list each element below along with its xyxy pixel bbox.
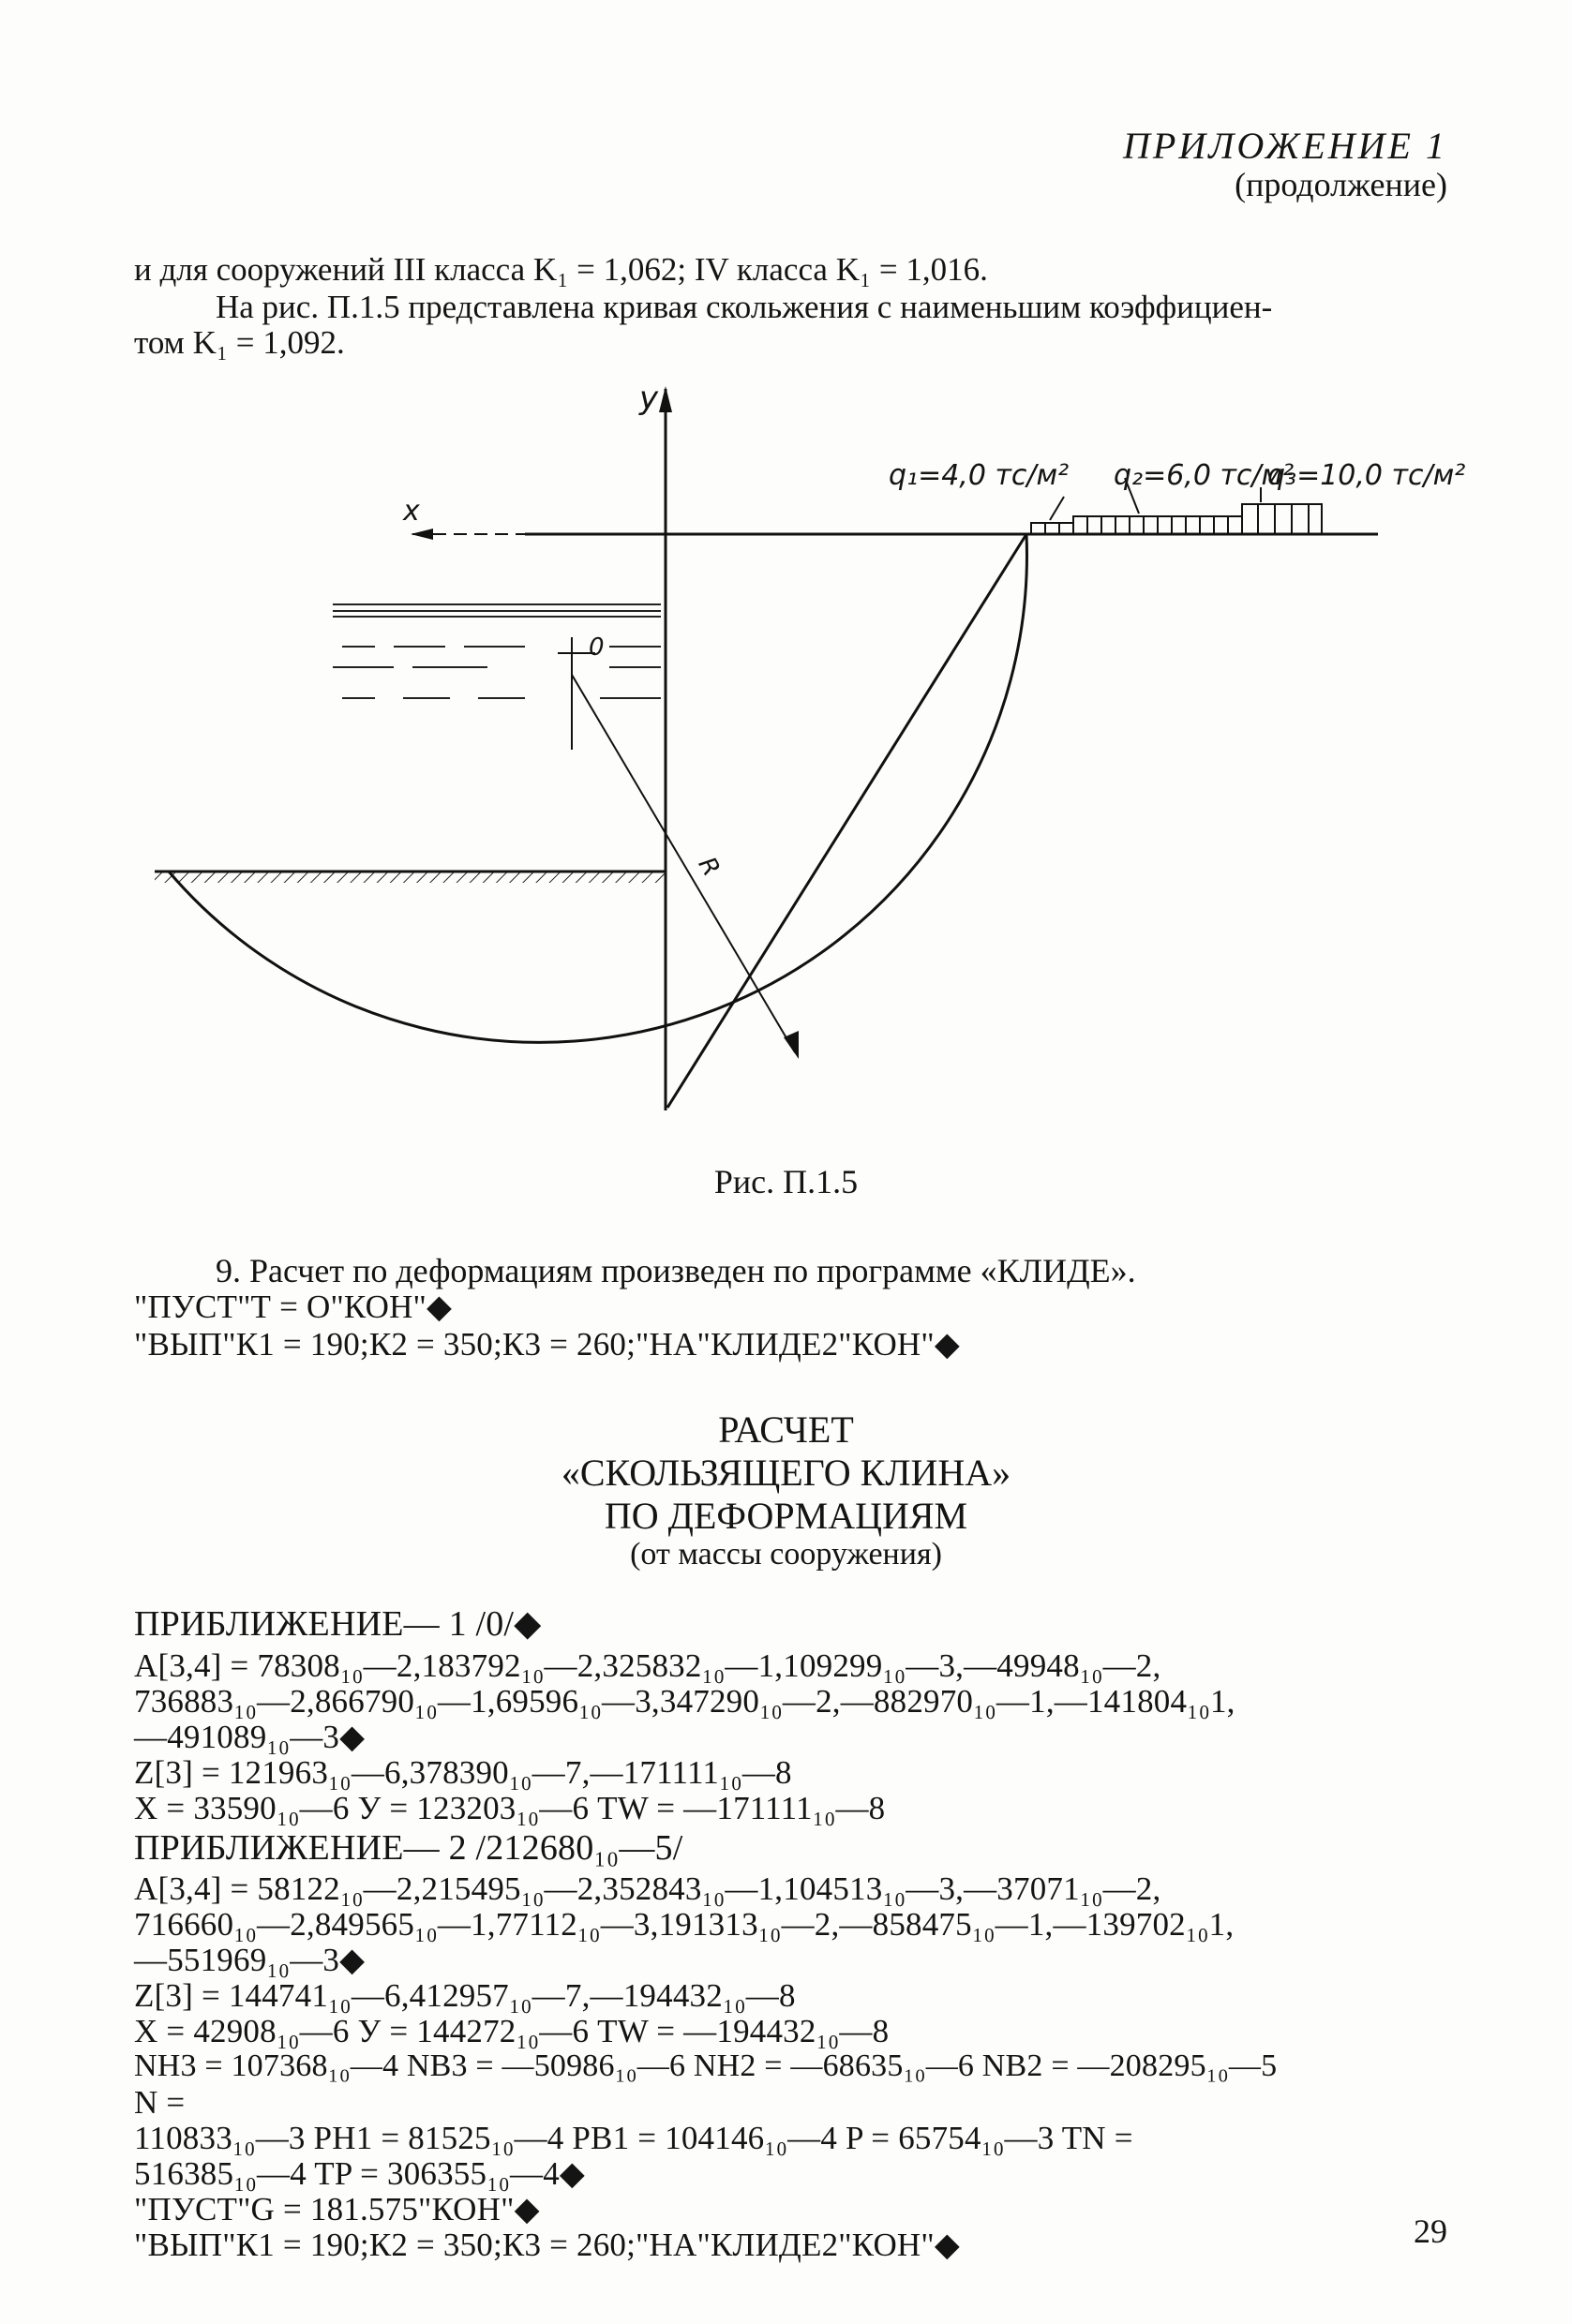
page-number: 29 bbox=[1414, 2212, 1447, 2250]
y-axis-label: y bbox=[639, 380, 659, 417]
section9-line-3: "ВЫП"К1 = 190;К2 = 350;К3 = 260;"НА"КЛИДЕ2"КОН"◆ bbox=[134, 1326, 960, 1363]
approx2-a-line-2: 716660₁₀—2,849565₁₀—1,77112₁₀—3,191313₁₀—2,—858475₁₀—1,—139702₁₀1, bbox=[134, 1906, 1235, 1943]
y-axis-arrow bbox=[659, 386, 672, 412]
vyp-line: "ВЫП"К1 = 190;К2 = 350;К3 = 260;"НА"КЛИДЕ2"КОН"◆ bbox=[134, 2227, 960, 2263]
appendix-title: ПРИЛОЖЕНИЕ 1 bbox=[1123, 125, 1447, 167]
intro-line-3: том K₁ = 1,092. bbox=[134, 324, 345, 361]
x-axis-label: x bbox=[403, 495, 420, 528]
intro-line-2: На рис. П.1.5 представлена кривая скольжения с наименьшим коэффициен- bbox=[216, 289, 1273, 325]
center-label: 0 bbox=[589, 633, 605, 662]
n-line: N = bbox=[134, 2084, 186, 2121]
radius-line bbox=[572, 675, 795, 1052]
tp-line: 516385₁₀—4 TP = 306355₁₀—4◆ bbox=[134, 2155, 586, 2192]
calc-title-line-4: (от массы сооружения) bbox=[630, 1537, 942, 1572]
approx2-z: Z[3] = 144741₁₀—6,412957₁₀—7,—194432₁₀—8 bbox=[134, 1977, 796, 2014]
approx2-a-line-3: —551969₁₀—3◆ bbox=[134, 1942, 366, 1978]
approx2-header: ПРИБЛИЖЕНИЕ— 2 /212680₁₀—5/ bbox=[134, 1828, 683, 1868]
approx1-header: ПРИБЛИЖЕНИЕ— 1 /0/◆ bbox=[134, 1604, 542, 1644]
pust-line: "ПУСТ"G = 181.575"КОН"◆ bbox=[134, 2191, 540, 2227]
x-axis-arrow bbox=[411, 529, 433, 540]
approx2-a-line-1: A[3,4] = 58122₁₀—2,215495₁₀—2,352843₁₀—1,104513₁₀—3,—37071₁₀—2, bbox=[134, 1870, 1161, 1907]
radius-arrow bbox=[784, 1031, 799, 1059]
calc-title-line-3: ПО ДЕФОРМАЦИЯМ bbox=[604, 1495, 968, 1537]
approx1-xy: X = 33590₁₀—6 У = 123203₁₀—6 TW = —171111₁₀—8 bbox=[134, 1790, 886, 1826]
figure-caption: Рис. П.1.5 bbox=[713, 1163, 859, 1200]
load-1-label: q₁=4,0 тс/м² bbox=[889, 459, 1070, 492]
slip-chord bbox=[667, 534, 1026, 1108]
approx1-a-line-1: A[3,4] = 78308₁₀—2,183792₁₀—2,325832₁₀—1,109299₁₀—3,—49948₁₀—2, bbox=[134, 1647, 1161, 1684]
approx1-a-line-2: 736883₁₀—2,866790₁₀—1,69596₁₀—3,347290₁₀—2,—882970₁₀—1,—141804₁₀1, bbox=[134, 1683, 1235, 1720]
calc-title-line-2: «СКОЛЬЗЯЩЕГО КЛИНА» bbox=[561, 1452, 1011, 1494]
load-3-label: q₃=10,0 тс/м² bbox=[1267, 459, 1466, 492]
approx2-xy: X = 42908₁₀—6 У = 144272₁₀—6 TW = —194432₁₀—8 bbox=[134, 2013, 890, 2049]
nh-line: NH3 = 107368₁₀—4 NB3 = —50986₁₀—6 NH2 = —68635₁₀—6 NB2 = —208295₁₀—5 bbox=[134, 2048, 1278, 2083]
p-line: 110833₁₀—3 PH1 = 81525₁₀—4 PB1 = 104146₁₀—4 P = 65754₁₀—3 TN = bbox=[134, 2120, 1133, 2156]
bottom-hatch bbox=[155, 872, 666, 883]
intro-line-1: и для сооружений III класса K₁ = 1,062; IV класса K₁ = 1,016. bbox=[134, 251, 988, 288]
section9-line-2: "ПУСТ"Т = О"КОН"◆ bbox=[134, 1289, 453, 1325]
section9-line-1: 9. Расчет по деформациям произведен по программе «КЛИДЕ». bbox=[216, 1252, 1136, 1289]
approx1-z: Z[3] = 121963₁₀—6,378390₁₀—7,—171111₁₀—8 bbox=[134, 1754, 792, 1791]
appendix-subtitle: (продолжение) bbox=[1235, 166, 1447, 203]
radius-label: R bbox=[692, 852, 726, 882]
approx1-a-line-3: —491089₁₀—3◆ bbox=[134, 1719, 366, 1755]
load-2-label: q₂=6,0 тс/м² bbox=[1114, 459, 1295, 492]
water-lines bbox=[333, 604, 661, 698]
calc-title-line-1: РАСЧЕТ bbox=[718, 1408, 854, 1451]
